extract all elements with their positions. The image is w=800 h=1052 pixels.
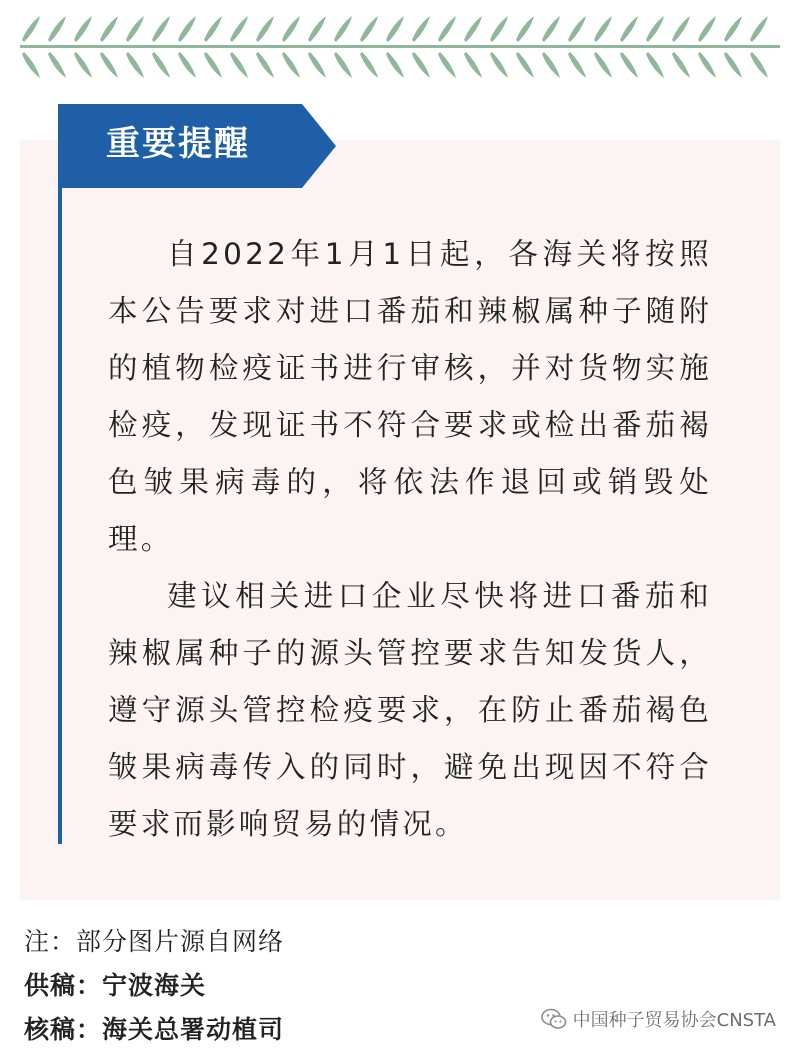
supply-label: 供稿： — [24, 971, 103, 1000]
leaf-border-icon — [20, 14, 780, 80]
card-left-border — [58, 104, 62, 844]
paragraph-1: 自2022年1月1日起，各海关将按照本公告要求对进口番茄和辣椒属种子随附的植物检疫证书进行审核，并对货物实施检疫，发现证书不符合要求或检出番茄褐色皱果病毒的，将依法作退回或销毁处理。 — [108, 237, 712, 556]
supply-value: 宁波海关 — [102, 971, 207, 1000]
supply-line — [24, 964, 284, 1008]
watermark-text: 中国种子贸易协会CNSTA — [572, 1010, 776, 1031]
section-title: 重要提醒 — [106, 124, 250, 164]
watermark — [541, 1004, 776, 1034]
image-source-note: 注：部分图片源自网络 — [24, 927, 285, 956]
review-value: 海关总署动植司 — [102, 1015, 285, 1044]
review-label: 核稿： — [24, 1015, 103, 1044]
credits — [24, 920, 284, 1052]
wechat-icon — [541, 1008, 567, 1030]
review-line — [24, 1008, 284, 1052]
paragraph-2: 建议相关进口企业尽快将进口番茄和辣椒属种子的源头管控要求告知发货人，遵守源头管控检疫要求，在防止番茄褐色皱果病毒传入的同时，避免出现因不符合要求而影响贸易的情况。 — [108, 579, 712, 841]
reminder-body — [108, 226, 712, 853]
